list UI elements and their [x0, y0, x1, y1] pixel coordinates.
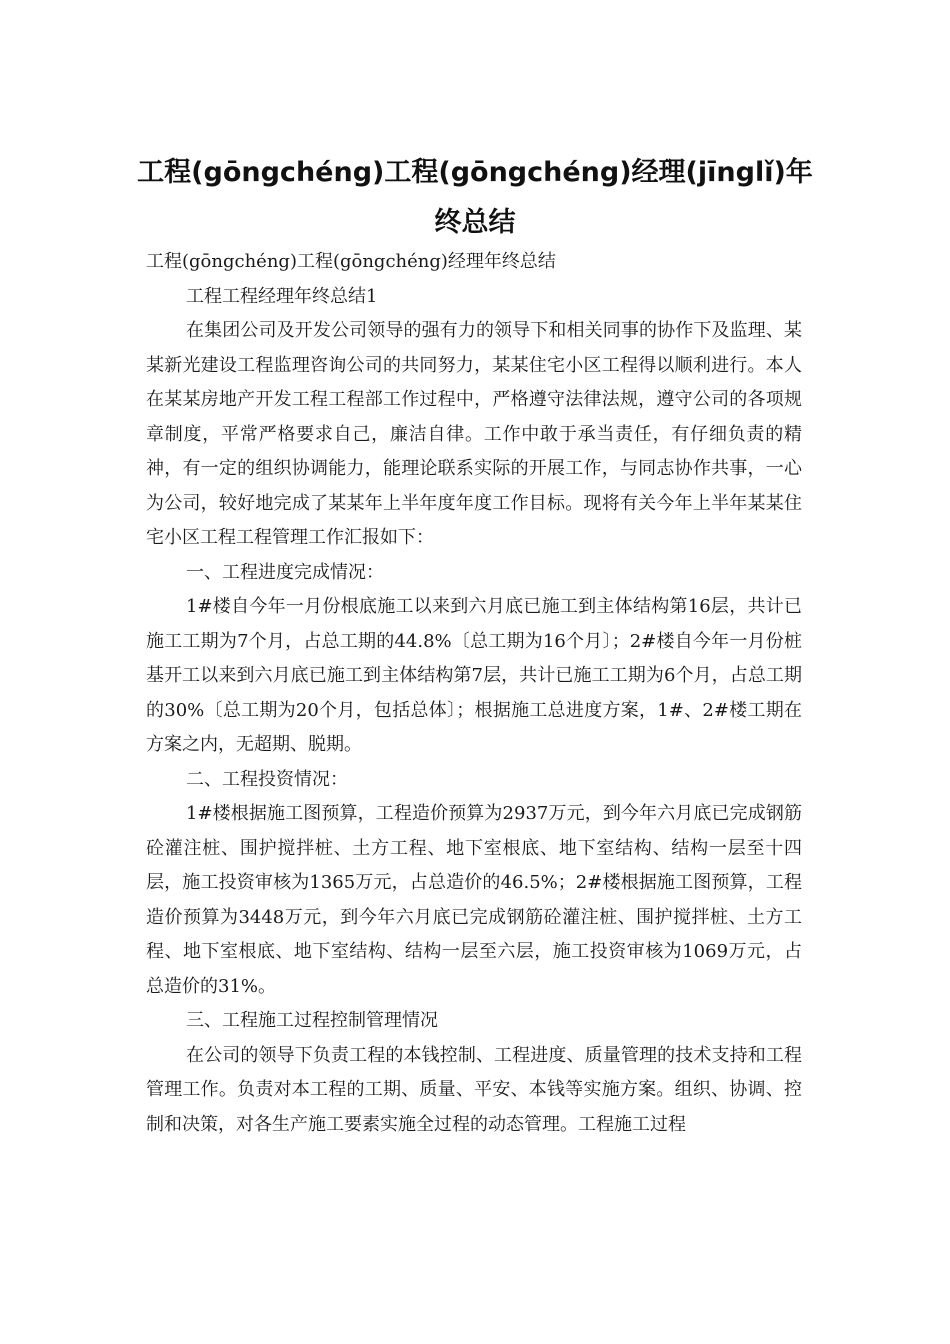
section-heading-progress: 一、工程进度完成情况： [186, 561, 384, 583]
paragraph-investment: 1#楼根据施工图预算，工程造价预算为2937万元，到今年六月底已完成钢筋砼灌注桩、围护搅拌桩、土方工程、地下室根底、地下室结构、结构一层至十四层，施工投资审核为1365万元，占总造价的46.5%；2#楼根据施工图预算，工程造价预算为3448万元，到今年六月底已完成钢筋砼灌注桩、围护搅拌桩、土方工程、地下室根底、地下室结构、结构一层至六层，施工投资审核为1069万元，占总造价的31%。 [146, 803, 802, 997]
document-title: 工程(gōngchéng)工程(gōngchéng)经理(jīnglǐ)年终总结 [137, 157, 813, 238]
paragraph-process-control: 在公司的领导下负责工程的本钱控制、工程进度、质量管理的技术支持和工程管理工作。负责对本工程的工期、质量、平安、本钱等实施方案。组织、协调、控制和决策，对各生产施工要素实施全过程的动态管理。工程施工过程 [146, 1044, 802, 1135]
document-subtitle: 工程(gōngchéng)工程(gōngchéng)经理年终总结 [146, 251, 556, 272]
section-heading-summary-1: 工程工程经理年终总结1 [186, 285, 378, 307]
document-body [146, 245, 802, 1142]
section-heading-investment: 二、工程投资情况： [186, 768, 348, 790]
section-heading-process-control: 三、工程施工过程控制管理情况 [186, 1010, 438, 1031]
paragraph-progress: 1#楼自今年一月份根底施工以来到六月底已施工到主体结构第16层，共计已施工工期为7个月，占总工期的44.8%〔总工期为16个月〕；2#楼自今年一月份桩基开工以来到六月底已施工到主体结构第7层，共计已施工工期为6个月，占总工期的30%〔总工期为20个月，包括总体〕；根据施工总进度方案，1#、2#楼工期在方案之内，无超期、脱期。 [146, 596, 802, 755]
paragraph-introduction: 在集团公司及开发公司领导的强有力的领导下和相关同事的协作下及监理、某某新光建设工程监理咨询公司的共同努力，某某住宅小区工程得以顺利进行。本人在某某房地产开发工程工程部工作过程中，严格遵守法律法规，遵守公司的各项规章制度，平常严格要求自己，廉洁自律。工作中敢于承当责任，有仔细负责的精神，有一定的组织协调能力，能理论联系实际的开展工作，与同志协作共事，一心为公司，较好地完成了某某年上半年度年度工作目标。现将有关今年上半年某某住宅小区工程工程管理工作汇报如下： [146, 320, 802, 548]
